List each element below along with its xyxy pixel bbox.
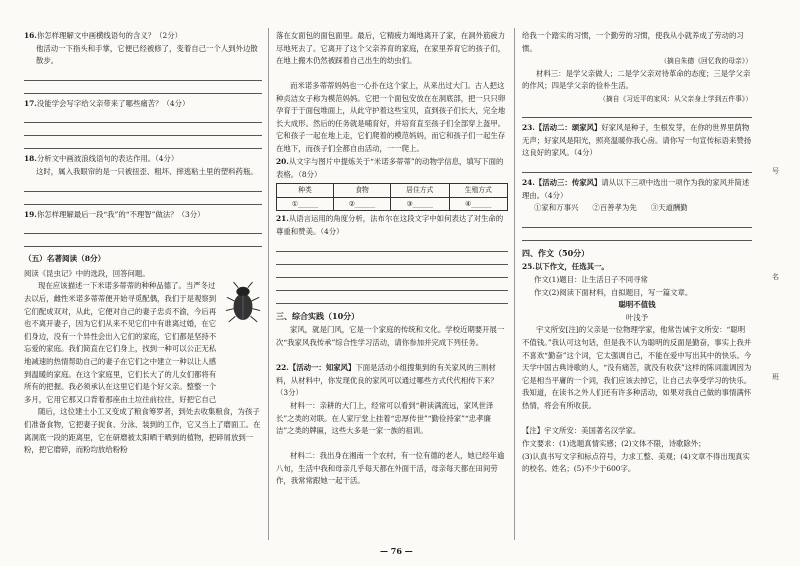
info-table — [276, 183, 508, 211]
question-21: 21.从语言运用的角度分析，法布尔在这段文字中如何表达了对生命的尊重和赞美。（4分） — [276, 214, 504, 236]
question-22: 22.【活动一：知家风】下面是活动小组搜集到的有关家风的三则材料，从材料中，你发现优良的家风可以通过哪些方式代代相传下来？（3分） — [276, 363, 498, 398]
question-23: 23.【活动二：颂家风】好家风是种子，生根发芽，在你的世界里荫物无声；好家风是阳光，照亮温暖你我心房。请你写一句宣传标语来赞扬这良好的家风。（4分） — [522, 123, 752, 158]
material-3: 材料三：是学父亲做人；二是学父亲对待革命的态度；三是学父亲的作风；四是学父亲的俭朴生活。 — [522, 68, 751, 91]
question-17: 17.没能学会写字给父亲带来了哪些痛苦？（4分） — [24, 98, 190, 108]
question-19: 19.你怎样理解最后一段“我”的“不理智”做法？（3分） — [24, 209, 205, 219]
answer-line[interactable] — [276, 239, 508, 252]
passage-paragraph: 而米诺多蒂蒂妈妈也一心扑在这个家上，从来出过大门。古人把这种贞洁女子称为模范妈妈。它把一个面包安放在在洞底部，把一只只卵孕育于于面包堆面上，从此守护着这些宝贝，直到孩子们长大，完全地长大成形。然后的任务就是哺育好，并培育直至孩子们全部穿上盔甲。它和孩子一起在地上走，它们爬着的模范妈妈，而它和孩子们一起生存在地下，而孩子们全都自由活动，一一爬上。 — [276, 81, 506, 153]
reading-instruction: 阅读《昆虫记》中的选段，回答问题。 — [24, 268, 150, 278]
question-16: 16.你怎样理解文中画横线语句的含义？（2分） — [24, 31, 182, 40]
essay-material: 宇文所安[注]的父亲是一位物理学家，他常告诫宇文所安：“聪明不值钱。”我认可这句话，但是我不认为聪明的反面是勤奋，事实上我并不喜欢“勤奋”这个词，它太强调自己，不能在爱中写出其中的快乐。今天学中国古典诗歌的人，“没有痛苦，就没有收获”这样的陈词滥调因为它是相当平庸的一个词，我们应该去掉它，让自己去享受学习的快乐。我知道，在读书之外人们还有许多种活动，如果对我自己做的事情满怀热情，将会有所收获。 — [522, 325, 752, 410]
answer-line[interactable] — [24, 68, 262, 81]
table-header: 居住方式 — [391, 184, 449, 198]
essay-option-1: 作文(1)题目：让生活日子不同寻常 — [534, 274, 648, 284]
answer-line[interactable] — [276, 278, 508, 291]
page-number: — 76 — — [380, 546, 413, 556]
answer-line[interactable] — [522, 215, 752, 228]
answer-line[interactable] — [522, 160, 752, 173]
essay-requirements: 作文要求：(1)选题真情实感；(2)文体不限，诗歌除外； — [522, 438, 706, 448]
section-5-title: （五）名著阅读（8分） — [24, 254, 106, 264]
essay-option-2: 作文(2)阅读下面材料，自拟题目，写一篇文章。 — [534, 287, 693, 297]
passage-paragraph: 随后，这位建土小工又变成了粮食筹罗者，到处去收集粮食，为孩子们准备食物，它把妻子捉食、分泳、装到的工作，它又当上了磨面工。在离洞底一段的距离里，它在研磨被太阳晒干晒到的植物，把碎屑放到一粉，把它磨碎，而粉均放给粉粉 — [24, 407, 261, 455]
source-citation: （摘自朱德《回忆我的母亲》） — [660, 57, 752, 65]
section-4-title: 四、作文（50分） — [522, 247, 590, 258]
answer-line[interactable] — [24, 234, 262, 247]
material-2-continued: 给我一个踏实的习惯，一个勤劳的习惯，使我从小就养成了劳动的习惯。 — [522, 31, 744, 53]
material-2: 材料二：我出身在湘南一个农村，有一位有德的老人，她已经年逾八旬，生活中我和母亲几乎每天都在外面干活，母亲每天都在田间劳作，我常常跟她一起干活。 — [276, 451, 505, 486]
question-16-sentence: 他活动一下指头和手掌，它便已经被修了，变着自己一个人到外边散散步。 — [36, 43, 258, 66]
answer-line[interactable] — [276, 291, 508, 304]
option-list — [534, 202, 752, 215]
answer-line[interactable] — [24, 110, 262, 123]
section-3-title: 三、综合实践（10分） — [276, 310, 360, 321]
question-25: 25.以下作文，任选其一。 — [522, 262, 609, 272]
answer-line[interactable] — [24, 192, 262, 205]
table-cell[interactable]: ④______ — [449, 197, 508, 211]
question-18: 18.分析文中画波浪线语句的表达作用。（4分） — [24, 154, 179, 164]
answer-line[interactable] — [276, 265, 508, 278]
question-20: 20.从文字与图片中提炼关于“米诺多蒂蒂”的动物学信息，填写下面的表格。（8分） — [276, 157, 504, 179]
source-citation: （摘自《习近平的家风：从父亲身上学到五件事》） — [599, 94, 752, 103]
column-divider — [268, 28, 269, 540]
table-header: 生殖方式 — [449, 184, 508, 198]
beetle-image — [224, 280, 262, 324]
essay-requirements: (3)认真书写文字和标点符号，力求工整、美观；(4)文章不得出现真实的校名、姓名；(5)不少于600字。 — [522, 451, 750, 474]
essay-author: 叶浅予 — [625, 312, 649, 322]
option-item[interactable]: ②百善孝为先 — [592, 203, 637, 213]
column-left — [24, 30, 262, 456]
option-item[interactable]: ③天道酬勤 — [650, 203, 688, 213]
table-header: 食物 — [334, 184, 391, 198]
passage-paragraph: 现在应该描述一下米诺多蒂蒂的种种品德了。当严冬过去以后，雌性米诺多蒂蒂便开始寻觅配偶，我们于是观察到它们配成双对，从此，它便对自己的妻子忠贞不渝，今后再也不离开妻子，因为它们从来不见它们中有谁离过婚，在它们身边，没有一个异性会出入它们的家庭，它们都是坚持不忘爱的家庭。我们简直在它们身上，找到一种可以公正无私地减速的热情帮助自己的妻子在它们之中建立一种以让人感到温暖的家庭。在这个家庭里，它们长大了的儿女们都将有所有的把握。我必须承认在这里它们是个好父亲。整整一个多月，它用它那又口背着那座由土垃往前拉往，好把它自己 — [24, 281, 217, 404]
answer-line[interactable] — [24, 221, 262, 234]
table-cell[interactable]: ③______ — [391, 197, 449, 211]
table-header: 种类 — [277, 184, 334, 198]
option-item[interactable]: ①家和万事兴 — [534, 203, 579, 213]
question-18-sentence: 这时，属入我眼帘的是一只被扭歪、粗坏、摔逃粘土里的塑料药瓶。 — [36, 166, 258, 176]
column-right — [522, 30, 752, 476]
table-cell[interactable]: ①______ — [277, 197, 334, 211]
question-24: 24.【活动三：传家风】请从以下三项中选出一项作为我的家风并简述理由。（4分） — [522, 178, 750, 200]
passage-paragraph: 落在女面包的面包面里。最后，它精疲力竭地离开了家，在洞外筋疲力尽地死去了。它离开了这个父亲养育的家庭，在家里养育它的孩子们，在地上搬木仍然被踩着自己出生的幼虫们。 — [276, 31, 506, 66]
table-cell[interactable]: ②______ — [334, 197, 391, 211]
answer-line[interactable] — [276, 252, 508, 265]
answer-line[interactable] — [24, 123, 262, 136]
essay-note: 【注】宇文所安：美国著名汉学家。 — [522, 426, 641, 436]
material-1: 材料一：亲耕的大门上，经常可以看到“耕读满流远，家风世泽长”之类的对联。在人家厅堂上挂着“忠厚传世”“勤俭持家”“忠孝廉洁”之类的牌匾，这些大多是一家一族的祖训。 — [276, 401, 494, 436]
answer-line[interactable] — [24, 81, 262, 94]
activity-intro: 家风，就是门风，它是一个家庭的传统和文化。学校近期要开展一次“我家风我传承”综合性学习活动，请你参加并完成下列任务。 — [276, 325, 505, 347]
answer-line[interactable] — [24, 179, 262, 192]
margin-label: 班 — [772, 373, 779, 381]
answer-line[interactable] — [24, 136, 262, 149]
margin-label: 名 — [772, 273, 779, 281]
answer-line[interactable] — [522, 105, 752, 118]
column-middle — [276, 30, 508, 488]
answer-line[interactable] — [522, 228, 752, 241]
essay-title: 聪明不值钱 — [618, 300, 656, 310]
column-divider — [514, 28, 515, 540]
margin-label: 号 — [772, 167, 779, 175]
